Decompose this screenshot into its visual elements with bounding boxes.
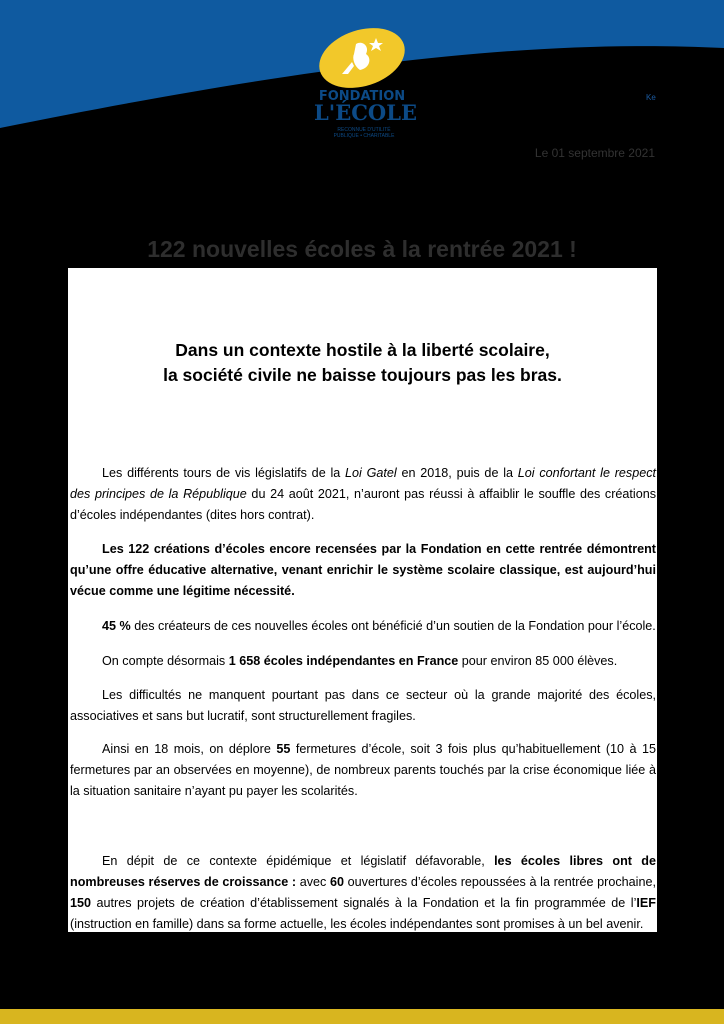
p3-percent: 45 % xyxy=(102,619,131,633)
p1-law-gatel: Loi Gatel xyxy=(345,466,397,480)
page-title: 122 nouvelles écoles à la rentrée 2021 ! xyxy=(147,236,577,262)
content-page xyxy=(68,268,657,932)
logo-emblem-icon xyxy=(314,28,410,90)
p3-text: des créateurs de ces nouvelles écoles ont bénéficié d’un soutien de la Fondation pour l’école. xyxy=(130,619,656,633)
subtitle xyxy=(68,338,657,388)
subtitle-line1: Dans un contexte hostile à la liberté scolaire, xyxy=(175,340,550,360)
p7-projects: 150 xyxy=(70,896,92,910)
p7-text-c: avec xyxy=(296,875,330,889)
p1-text-c: en 2018, puis de la xyxy=(396,466,518,480)
paragraph-2: Les 122 créations d’écoles encore recensées par la Fondation en cette rentrée démontrent qu’une offre éducative alternative, venant enrichir le système scolaire classique, est aujourd’hui vécue comme une légitime nécessité. xyxy=(70,542,656,598)
p7-openings: 60 xyxy=(330,875,345,889)
footer-bar xyxy=(0,1009,724,1024)
logo-tagline-1: RECONNUE D'UTILITÉ xyxy=(337,127,391,133)
foundation-logo xyxy=(314,28,417,146)
logo-tagline-2: PUBLIQUE • CHARITABLE xyxy=(333,133,395,139)
p4-text-c: pour environ 85 000 élèves. xyxy=(458,654,618,668)
p1-text-a: Les différents tours de vis législatifs de la xyxy=(102,466,346,480)
paragraph-1 xyxy=(70,463,656,526)
p6-text-c: fermetures d’école, soit 3 fois plus qu’habituellement (10 à 15 fermetures par an observées en moyenne), de nombreux parents touchés par la crise économique liée à la situation sanitaire n’ayant pu payer les scolarités. xyxy=(70,742,657,798)
p7-text-i: (instruction en famille) dans sa forme actuelle, les écoles indépendantes sont promises à un bel avenir. xyxy=(70,917,644,931)
paragraph-7 xyxy=(70,851,656,935)
logo-tagline xyxy=(328,127,400,139)
p4-text-a: On compte désormais xyxy=(102,654,229,668)
subtitle-line2: la société civile ne baisse toujours pas les bras. xyxy=(163,365,562,385)
paragraph-3 xyxy=(70,616,656,637)
logo-line2: L'ÉCOLE xyxy=(314,100,417,125)
paragraph-4 xyxy=(70,651,656,672)
p6-text-a: Ainsi en 18 mois, on déplore xyxy=(102,742,277,756)
p7-text-a: En dépit de ce contexte épidémique et législatif défavorable, xyxy=(102,854,495,868)
paragraph-6 xyxy=(70,739,656,802)
logo-line1: FONDATION xyxy=(318,89,406,104)
p1-law-republique: Loi confortant le respect des principes de la République xyxy=(70,466,657,501)
p1-text-e: du 24 août 2021, n’auront pas réussi à affaiblir le souffle des créations d’écoles indépendantes (dites hors contrat). xyxy=(70,487,656,522)
p7-text-e: ouvertures d’écoles repoussées à la rentrée prochaine, xyxy=(344,875,656,889)
p7-bold-b: les écoles libres ont de nombreuses réserves de croissance : xyxy=(70,854,656,889)
p4-count: 1 658 écoles indépendantes en France xyxy=(228,654,459,668)
document-date: Le 01 septembre 2021 xyxy=(534,146,655,160)
header-mark: Ke xyxy=(646,93,656,102)
p7-text-g: autres projets de création d’établissement signalés à la Fondation et la fin programmée de l’ xyxy=(91,896,637,910)
p7-ief: IEF xyxy=(636,896,656,910)
paragraph-5: Les difficultés ne manquent pourtant pas dans ce secteur où la grande majorité des écoles, associatives et sans but lucratif, sont structurellement fragiles. xyxy=(70,688,656,723)
p6-closures: 55 xyxy=(276,742,291,756)
